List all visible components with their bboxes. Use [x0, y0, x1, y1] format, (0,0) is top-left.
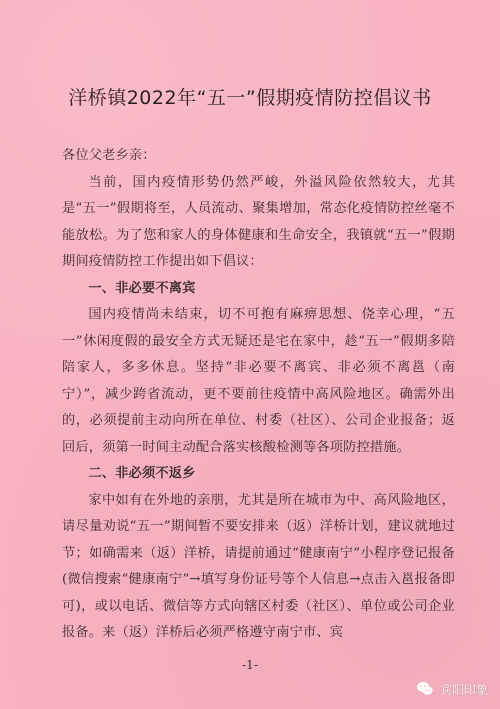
watermark-text: 宾阳印象: [439, 682, 488, 697]
document-body: [62, 143, 455, 647]
section-2-paragraph: 家中如有在外地的亲朋，尤其是所在城市为中、高风险地区，请尽量劝说“五一”期间暂不要安排来（返）洋桥计划，建议就地过节；如确需来（返）洋桥，请提前通过“健康南宁”小程序登记报备(微信搜索“健康南宁”→填写身份证号等个人信息→点击入邕报备即可)，或以电话、微信等方式向辖区村委（社区）、单位或公司企业报备。来（返）洋桥后必须严格遵守南宁市、宾: [62, 492, 455, 640]
section-1-paragraph: 国内疫情尚未结束，切不可抱有麻痹思想、侥幸心理，“五一”休闲度假的最安全方式无疑还是宅在家中，趁“五一”假期多陪陪家人，多多休息。坚持“非必要不离宾、非必须不离邕（南宁）”，减少跨省流动，更不要前往疫情中高风险地区。确需外出的，必须提前主动向所在单位、村委（社区）、公司企业报备；返回后，须第一时间主动配合落实核酸检测等各项防控措施。: [62, 307, 455, 455]
section-heading-1: 一、非必要不离宾: [88, 280, 196, 296]
document-title: 洋桥镇2022年“五一”假期疫情防控倡议书: [68, 87, 432, 109]
page-number: -1-: [242, 658, 258, 672]
wechat-watermark: [416, 680, 488, 698]
intro-paragraph: 当前，国内疫情形势仍然严峻，外溢风险依然较大，尤其是“五一”假期将至，人员流动、聚集增加，常态化疫情防控丝毫不能放松。为了您和家人的身体健康和生命安全，我镇就“五一”假期期间疫情防控工作提出如下倡议：: [62, 174, 455, 269]
salutation: 各位父老乡亲：: [62, 148, 156, 163]
wechat-icon: [416, 680, 434, 698]
section-heading-2: 二、非必须不返乡: [88, 466, 196, 481]
